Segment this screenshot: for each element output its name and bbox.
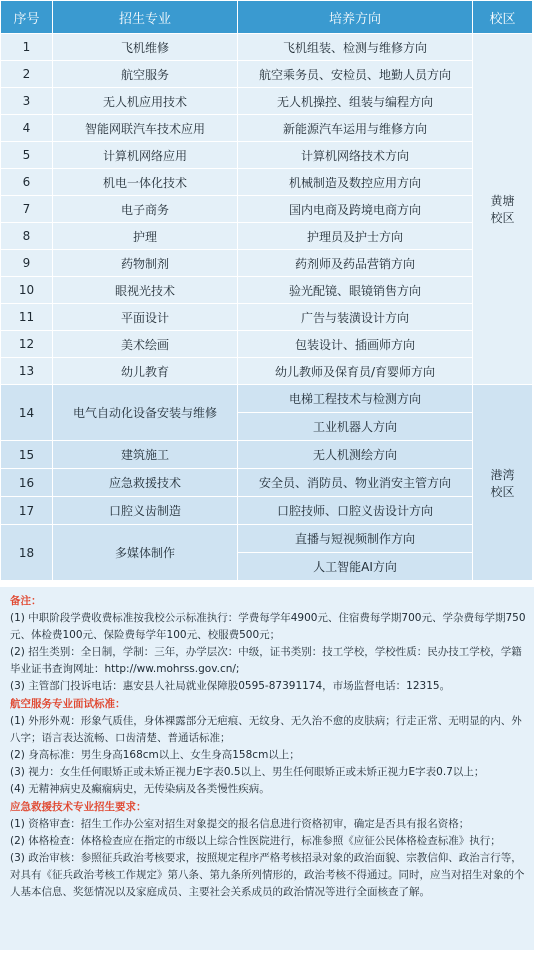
header-campus: 校区 (473, 1, 533, 34)
notes-line: (1) 中职阶段学费收费标准按我校公示标准执行：学费每学年4900元、住宿费每学期700元、学杂费每学期750元、体检费100元、保险费每学年100元、校服费500元； (10, 612, 526, 641)
row-direction: 验光配镜、眼镜销售方向 (238, 277, 473, 304)
table-row (1, 497, 533, 525)
row-direction: 护理员及护士方向 (238, 223, 473, 250)
row-major: 机电一体化技术 (53, 169, 238, 196)
rescue-requirements-title: 应急救援技术专业招生要求： (10, 801, 147, 813)
row-no: 6 (1, 169, 53, 196)
row-major: 智能网联汽车技术应用 (53, 115, 238, 142)
row-direction-secondary: 人工智能AI方向 (238, 553, 473, 581)
row-no: 13 (1, 358, 53, 385)
notes-line: (3) 主管部门投诉电话：惠安县人社局就业保障股0595-87391174，市场监督电话：12315。 (10, 680, 451, 692)
row-direction: 国内电商及跨境电商方向 (238, 196, 473, 223)
row-major: 护理 (53, 223, 238, 250)
table-row (1, 441, 533, 469)
row-major: 眼视光技术 (53, 277, 238, 304)
table-row (1, 61, 533, 88)
table-row (1, 88, 533, 115)
row-major: 口腔义齿制造 (53, 497, 238, 525)
campus-huangtang: 黄塘 校区 (473, 34, 533, 385)
row-major: 建筑施工 (53, 441, 238, 469)
notes-title: 备注： (10, 595, 42, 607)
row-no: 11 (1, 304, 53, 331)
rescue-requirements-line: (3) 政治审核：参照征兵政治考核要求，按照规定程序严格考核招录对象的政治面貌、宗教信仰、政治言行等，对具有《征兵政治考核工作规定》第八条、第九条所列情形的，政治考核不得通过。同时，应当对招生对象的个人基本信息、奖惩情况以及家庭成员、主要社会关系成员的政治情况等进行全面核查了解。 (10, 852, 525, 898)
row-no: 10 (1, 277, 53, 304)
row-major: 美术绘画 (53, 331, 238, 358)
row-no: 3 (1, 88, 53, 115)
row-major: 电气自动化设备安装与维修 (53, 385, 238, 441)
row-no: 2 (1, 61, 53, 88)
row-major: 多媒体制作 (53, 525, 238, 581)
row-no: 18 (1, 525, 53, 581)
table-row (1, 385, 533, 413)
row-direction: 无人机操控、组装与编程方向 (238, 88, 473, 115)
table-row (1, 142, 533, 169)
row-no: 9 (1, 250, 53, 277)
notes-panel (0, 587, 534, 953)
row-direction: 口腔技师、口腔义齿设计方向 (238, 497, 473, 525)
aviation-standards-line: (4) 无精神病史及癫痫病史，无传染病及各类慢性疾病。 (10, 783, 270, 795)
table-row (1, 469, 533, 497)
header-direction: 培养方向 (238, 1, 473, 34)
table-row (1, 331, 533, 358)
table-row (1, 250, 533, 277)
row-direction: 新能源汽车运用与维修方向 (238, 115, 473, 142)
table-row (1, 196, 533, 223)
row-no: 1 (1, 34, 53, 61)
row-direction: 包装设计、插画师方向 (238, 331, 473, 358)
row-direction: 电梯工程技术与检测方向 (238, 385, 473, 413)
table-row (1, 169, 533, 196)
row-major: 幼儿教育 (53, 358, 238, 385)
row-direction-secondary: 工业机器人方向 (238, 413, 473, 441)
row-no: 17 (1, 497, 53, 525)
aviation-standards-line: (2) 身高标准：男生身高168cm以上、女生身高158cm以上； (10, 749, 300, 761)
row-no: 15 (1, 441, 53, 469)
aviation-standards-line: (1) 外形外观：形象气质佳，身体裸露部分无疤痕、无纹身、无久治不愈的皮肤病；行走正常、无明显的内、外八字；语言表达流畅、口齿清楚、普通话标准； (10, 715, 522, 744)
rescue-requirements-line: (1) 资格审查：招生工作办公室对招生对象提交的报名信息进行资格初审，确定是否具有报名资格； (10, 818, 470, 830)
row-no: 5 (1, 142, 53, 169)
header-no: 序号 (1, 1, 53, 34)
row-major: 平面设计 (53, 304, 238, 331)
aviation-standards-line: (3) 视力：女生任何眼矫正或未矫正视力E字表0.5以上、男生任何眼矫正或未矫正视力E字表0.7以上； (10, 766, 485, 778)
row-direction: 安全员、消防员、物业消安主管方向 (238, 469, 473, 497)
row-major: 计算机网络应用 (53, 142, 238, 169)
row-no: 12 (1, 331, 53, 358)
row-no: 7 (1, 196, 53, 223)
row-major: 药物制剂 (53, 250, 238, 277)
table-row (1, 115, 533, 142)
row-direction: 飞机组装、检测与维修方向 (238, 34, 473, 61)
table-row (1, 223, 533, 250)
row-major: 无人机应用技术 (53, 88, 238, 115)
row-major: 应急救援技术 (53, 469, 238, 497)
table-row (1, 304, 533, 331)
table-row (1, 358, 533, 385)
row-direction: 计算机网络技术方向 (238, 142, 473, 169)
row-direction: 机械制造及数控应用方向 (238, 169, 473, 196)
table-row (1, 525, 533, 553)
rescue-requirements-line: (2) 体格检查：体格检查应在指定的市级以上综合性医院进行，标准参照《应征公民体格检查标准》执行； (10, 835, 501, 847)
table-header-row (1, 1, 533, 34)
table-row (1, 34, 533, 61)
row-no: 4 (1, 115, 53, 142)
row-no: 16 (1, 469, 53, 497)
row-direction: 幼儿教师及保育员/育婴师方向 (238, 358, 473, 385)
row-direction: 广告与装潢设计方向 (238, 304, 473, 331)
row-direction: 药剂师及药品营销方向 (238, 250, 473, 277)
row-major: 电子商务 (53, 196, 238, 223)
table-row (1, 277, 533, 304)
row-direction: 直播与短视频制作方向 (238, 525, 473, 553)
row-no: 14 (1, 385, 53, 441)
campus-gangwan: 港湾 校区 (473, 385, 533, 581)
row-major: 航空服务 (53, 61, 238, 88)
header-major: 招生专业 (53, 1, 238, 34)
notes-line: (2) 招生类别：全日制，学制：三年，办学层次：中级，证书类别：技工学校，学校性质：民办技工学校，学籍毕业证书查询网址：http://ww.mohrss.gov.cn/; (10, 646, 522, 675)
aviation-standards-title: 航空服务专业面试标准： (10, 698, 126, 710)
row-no: 8 (1, 223, 53, 250)
row-direction: 无人机测绘方向 (238, 441, 473, 469)
row-direction: 航空乘务员、安检员、地勤人员方向 (238, 61, 473, 88)
row-major: 飞机维修 (53, 34, 238, 61)
